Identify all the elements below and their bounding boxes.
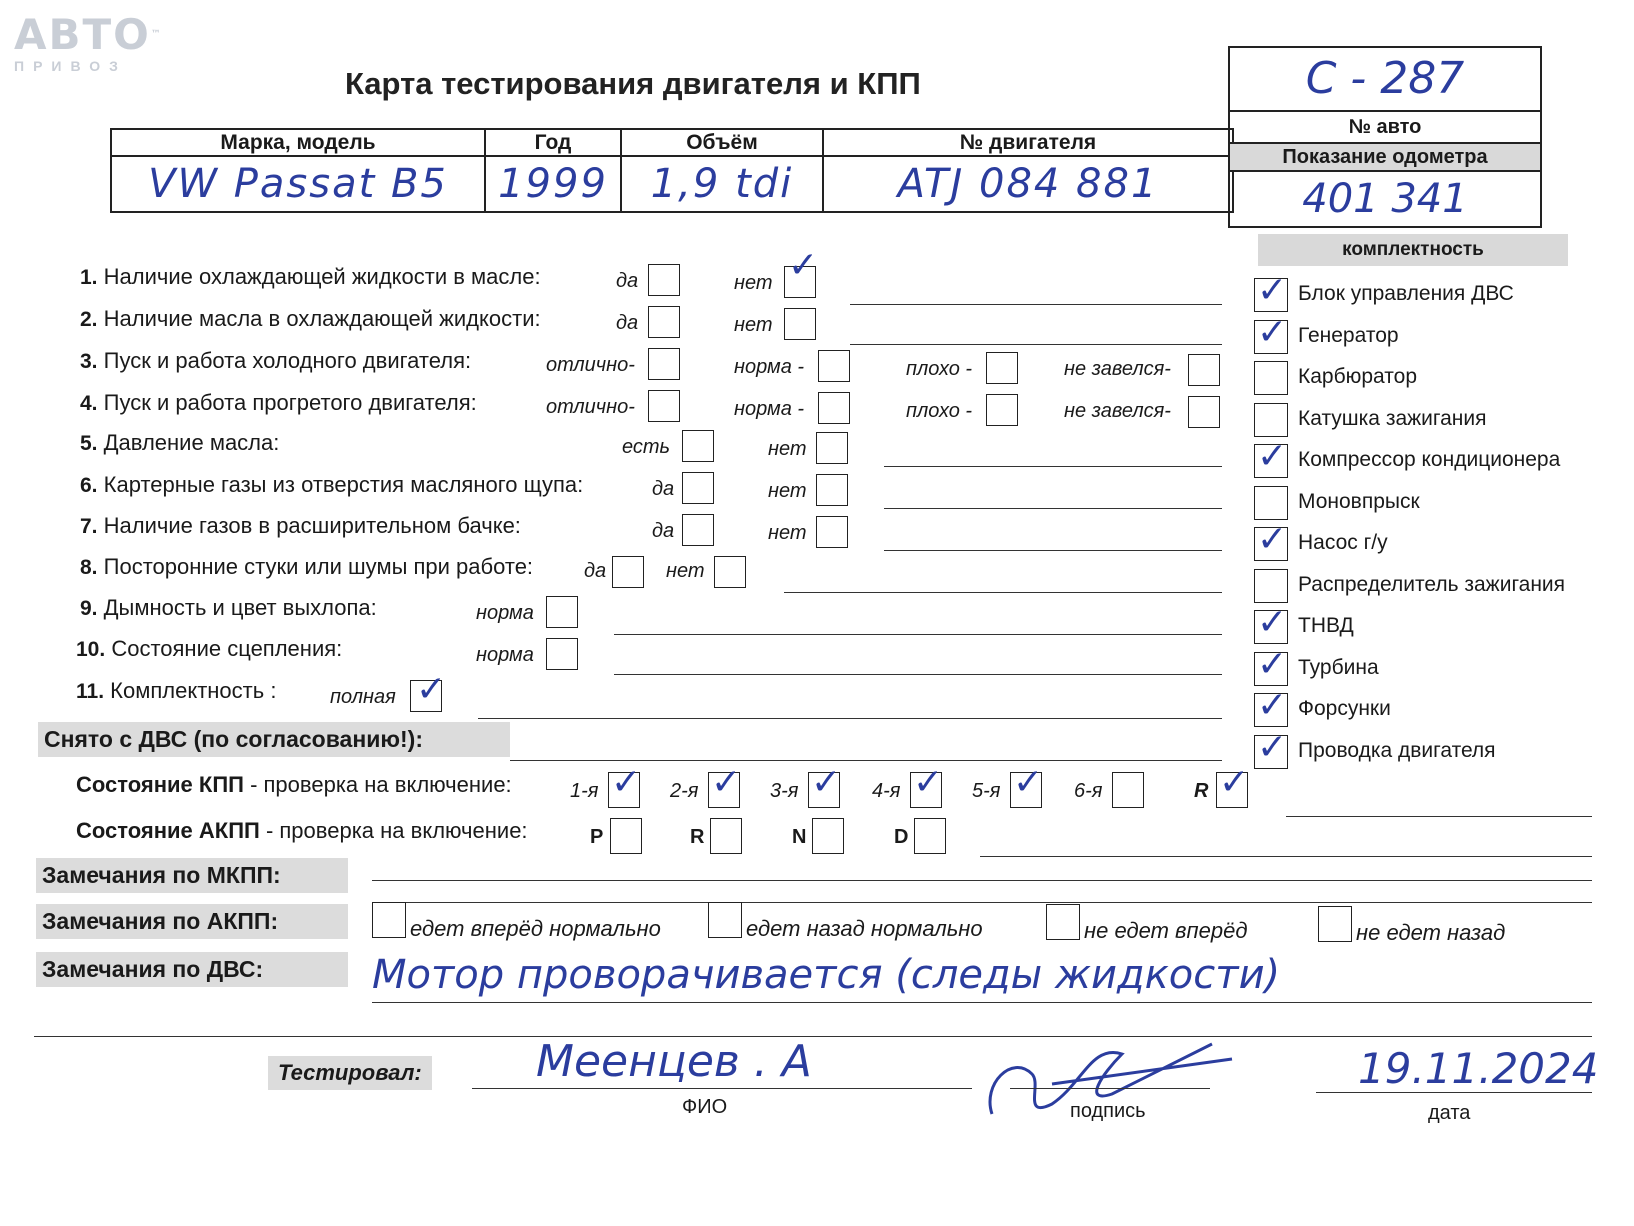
akpp-opt: не едет назад [1356,920,1506,945]
fio-line [472,1088,972,1089]
answer-line [372,1002,1592,1003]
kpp-gear-label: 5-я [972,780,1001,802]
kpp-gear-checkbox[interactable] [1010,762,1044,808]
checkmark-icon: ✓ [1257,270,1288,311]
opt-label: нет [768,438,807,460]
value-engine-no: ATJ 084 881 [823,156,1233,212]
checkbox-akpp-forward-ok[interactable] [372,902,406,938]
opt-label: норма - [734,356,805,378]
checkmark-icon: ✓ [1013,762,1044,803]
akpp-label: Состояние АКПП - проверка на включение: [76,818,528,843]
header-col-engine-no: № двигателя [823,129,1233,156]
car-number-label: № авто [1230,112,1540,144]
question-7: 7. Наличие газов в расширительном бачке: [80,513,521,538]
kpp-gear-checkbox[interactable] [1112,772,1144,808]
value-make: VW Passat B5 [111,156,485,212]
answer-line [372,880,1592,881]
checkmark-icon: ✓ [611,762,642,803]
answer-line [784,592,1222,593]
logo-sub-text: ПРИВОЗ [14,58,127,74]
remarks-dvs-text: Мотор проворачивается (следы жидкости) [372,952,1281,998]
question-6: 6. Картерные газы из отверстия масляного щупа: [80,472,584,497]
question-1: 1. Наличие охлаждающей жидкости в масле: [80,264,541,289]
header-col-year: Год [485,129,621,156]
answer-line [614,634,1222,635]
komplektnost-checkbox[interactable] [1254,403,1288,437]
kpp-gear-checkbox[interactable] [708,762,742,808]
kpp-gear-checkbox[interactable] [608,762,642,808]
car-number: C - 287 [1230,48,1540,112]
checkbox-q4-ploho[interactable] [986,394,1018,426]
answer-line [884,508,1222,509]
akpp-opt: не едет вперёд [1084,918,1248,943]
checkbox-q2-net[interactable] [784,308,816,340]
opt-label: да [584,560,607,582]
logo-tm: ™ [150,29,163,40]
opt-label: да [652,478,675,500]
opt-label: есть [622,436,671,458]
question-8: 8. Посторонние стуки или шумы при работе: [80,554,534,579]
kpp-gear-label: 6-я [1074,780,1103,802]
question-3: 3. Пуск и работа холодного двигателя: [80,348,472,373]
opt-label: плохо - [906,358,973,380]
answer-line [884,550,1222,551]
komplektnost-checkbox[interactable] [1254,311,1288,354]
checkbox-q5-net[interactable] [816,432,848,464]
checkmark-icon: ✓ [1257,436,1288,477]
komplektnost-item-label: Катушка зажигания [1298,406,1487,430]
komplektnost-checkbox[interactable] [1254,436,1288,478]
checkbox-q4-norma[interactable] [818,392,850,424]
komplektnost-checkbox[interactable] [1254,569,1288,603]
checkbox-q4-ne-zavelsya[interactable] [1188,396,1220,428]
checkbox-q6-da[interactable] [682,472,714,504]
komplektnost-checkbox[interactable] [1254,270,1288,312]
checkbox-q3-otlichno[interactable] [648,348,680,380]
answer-line [614,674,1222,675]
car-box [1228,46,1542,228]
logo-main-text: АВТО [14,10,151,59]
answer-line [980,856,1592,857]
komplektnost-item-label: ТНВД [1298,614,1354,637]
odometer-value: 401 341 [1302,176,1468,222]
opt-label: полная [330,686,396,708]
checkbox-q5-est[interactable] [682,430,714,462]
checkmark-icon: ✓ [1257,726,1288,768]
komplektnost-item-label: Карбюратор [1298,365,1418,388]
answer-line [850,304,1222,305]
akpp-mode-label: D [894,826,909,848]
komplektnost-checkbox[interactable] [1254,685,1288,727]
value-volume: 1,9 tdi [621,156,823,212]
kpp-gear-checkbox[interactable] [910,762,944,808]
checkmark-icon: ✓ [1257,602,1288,643]
kpp-gear-label: 4-я [872,780,901,802]
opt-label: нет [666,560,705,582]
komplektnost-header: комплектность [1258,234,1568,266]
checkbox-q7-net[interactable] [816,516,848,548]
komplektnost-checkbox[interactable] [1254,519,1288,561]
section-divider [34,1036,1592,1037]
checkmark-icon: ✓ [1257,685,1288,726]
kpp-gear-label: 1-я [570,780,599,802]
remarks-akpp-label: Замечания по АКПП: [36,904,348,939]
checkbox-q9-norma[interactable] [546,596,578,628]
checkmark-icon: ✓ [416,669,447,710]
komplektnost-checkbox[interactable] [1254,643,1288,686]
opt-label: отлично- [546,354,635,376]
komplektnost-item-label: Насос г/у [1298,531,1388,554]
akpp-mode-checkbox[interactable] [710,818,742,854]
checkbox-q4-otlichno[interactable] [648,390,680,422]
sign-label: подпись [1070,1100,1146,1122]
checkmark-icon: ✓ [1219,762,1250,803]
opt-label: норма [476,602,534,624]
date-label: дата [1428,1102,1471,1124]
answer-line [478,718,1222,719]
checkbox-q8-da[interactable] [612,556,644,588]
question-11: 11. Комплектность : [76,678,277,703]
opt-label: да [616,312,639,334]
komplektnost-item-label: Блок управления ДВС [1298,282,1514,305]
checkmark-icon: ✓ [1257,519,1288,560]
komplektnost-item-label: Компрессор кондиционера [1298,448,1561,471]
checkbox-akpp-no-forward[interactable] [1046,904,1080,940]
komplektnost-item-label: Турбина [1298,655,1379,679]
checkbox-q2-da[interactable] [648,306,680,338]
komplektnost-checkbox[interactable] [1254,486,1288,520]
akpp-opt: едет назад нормально [746,916,983,941]
checkbox-q3-ne-zavelsya[interactable] [1188,354,1220,386]
checkbox-akpp-no-backward[interactable] [1318,906,1352,942]
checkbox-q8-net[interactable] [714,556,746,588]
opt-label: норма [476,644,534,666]
date-value: 19.11.2024 [1358,1044,1599,1093]
akpp-mode-label: R [690,826,705,848]
vehicle-header-table [110,128,1234,213]
value-year: 1999 [485,156,621,212]
opt-label: не завелся- [1064,358,1171,380]
opt-label: норма - [734,398,805,420]
question-10: 10. Состояние сцепления: [76,636,343,661]
fio-value: Меенцев . А [536,1036,812,1087]
remarks-mkpp-label: Замечания по МКПП: [36,858,348,893]
opt-label: да [616,270,639,292]
akpp-opt: едет вперёд нормально [410,916,661,941]
kpp-gear-checkbox[interactable] [1216,762,1250,808]
question-4: 4. Пуск и работа прогретого двигателя: [80,390,477,415]
checkbox-q3-ploho[interactable] [986,352,1018,384]
opt-label: нет [734,314,773,336]
komplektnost-checkbox[interactable] [1254,361,1288,395]
opt-label: нет [768,480,807,502]
checkmark-icon: ✓ [1257,643,1288,685]
checkmark-icon: ✓ [913,762,944,803]
checkmark-icon: ✓ [811,762,842,803]
fio-label: ФИО [682,1096,728,1118]
question-9: 9. Дымность и цвет выхлопа: [80,595,377,620]
akpp-mode-checkbox[interactable] [610,818,642,854]
komplektnost-item-label: Генератор [1298,323,1399,347]
checkbox-q7-da[interactable] [682,514,714,546]
checkbox-q1-da[interactable] [648,264,680,296]
kpp-gear-checkbox[interactable] [808,762,842,808]
komplektnost-checkbox[interactable] [1254,602,1288,644]
komplektnost-item-label: Форсунки [1298,697,1391,720]
header-col-make: Марка, модель [111,129,485,156]
komplektnost-item-label: Моновпрыск [1298,489,1420,513]
kpp-gear-label: 2-я [670,780,699,802]
akpp-mode-checkbox[interactable] [914,818,946,854]
kpp-gear-label: 3-я [770,780,799,802]
opt-label: плохо - [906,400,973,422]
akpp-mode-label: P [590,826,604,848]
logo [14,10,163,74]
removed-label: Снято с ДВС (по согласованию!): [38,722,510,757]
checkbox-q6-net[interactable] [816,474,848,506]
question-5: 5. Давление масла: [80,430,280,455]
opt-label: да [652,520,675,542]
date-line [1316,1092,1592,1093]
question-2: 2. Наличие масла в охлаждающей жидкости: [80,306,541,331]
answer-line [850,344,1222,345]
akpp-mode-label: N [792,826,807,848]
kpp-gear-label: R [1194,780,1209,802]
komplektnost-checkbox[interactable] [1254,726,1288,769]
sign-line [1010,1088,1210,1089]
remarks-dvs-label: Замечания по ДВС: [36,952,348,987]
checkbox-akpp-backward-ok[interactable] [708,902,742,938]
opt-label: нет [768,522,807,544]
odometer-label: Показание одометра [1230,144,1540,172]
tested-label: Тестировал: [268,1056,432,1090]
checkbox-q3-norma[interactable] [818,350,850,382]
header-col-volume: Объём [621,129,823,156]
akpp-mode-checkbox[interactable] [812,818,844,854]
opt-label: не завелся- [1064,400,1171,422]
kpp-label: Состояние КПП - проверка на включение: [76,772,512,797]
checkmark-icon: ✓ [788,245,819,286]
page-title: Карта тестирования двигателя и КПП [345,66,921,101]
opt-label: нет [734,272,773,294]
answer-line [884,466,1222,467]
checkmark-icon: ✓ [1257,311,1288,353]
checkbox-q10-norma[interactable] [546,638,578,670]
answer-line [1286,816,1592,817]
answer-line [510,760,1222,761]
opt-label: отлично- [546,396,635,418]
answer-line [372,902,1592,903]
komplektnost-item-label: Распределитель зажигания [1298,572,1566,596]
checkmark-icon: ✓ [711,762,742,803]
komplektnost-item-label: Проводка двигателя [1298,738,1496,762]
